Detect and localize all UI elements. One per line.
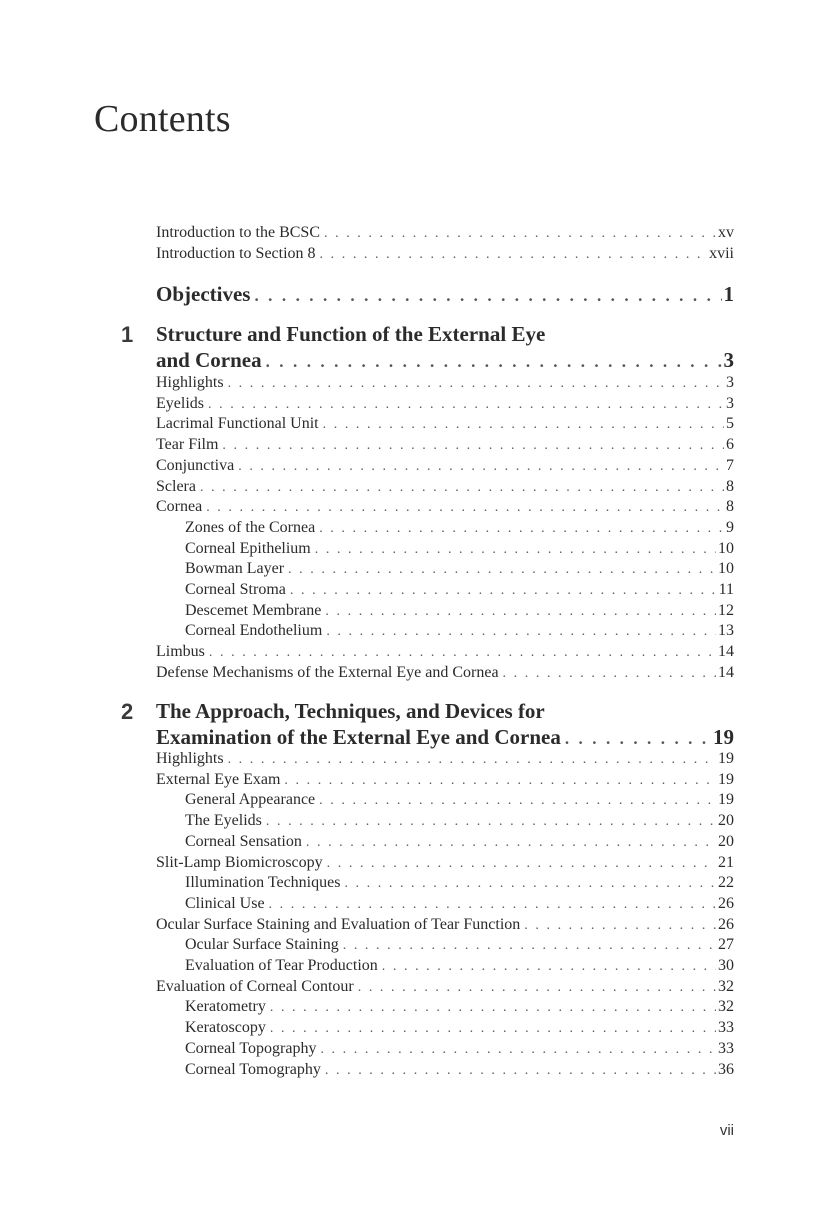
toc-entry-page: 6 (726, 436, 734, 453)
dot-leader (200, 478, 724, 498)
toc-entry-page: 14 (718, 643, 734, 660)
toc-entry-page: 22 (718, 874, 734, 891)
toc-entry-label: Keratometry (185, 998, 266, 1015)
dot-leader (266, 812, 716, 832)
toc-entry-page: 19 (718, 771, 734, 788)
toc-entry-label: Bowman Layer (185, 560, 285, 577)
chapter-title[interactable]: The Approach, Techniques, and Devices for (156, 699, 545, 723)
dot-leader (325, 1061, 716, 1081)
toc-entry-page: 13 (718, 622, 734, 639)
toc-entry-label: Cornea (156, 498, 203, 515)
dot-leader (358, 978, 716, 998)
dot-leader (326, 622, 716, 642)
toc-entry-label: General Appearance (185, 791, 316, 808)
toc-entry-page: 11 (718, 581, 734, 598)
toc-entry[interactable] (156, 642, 734, 663)
dot-leader (290, 581, 717, 601)
toc-entry-label: Corneal Topography (185, 1040, 317, 1057)
dot-leader (320, 1040, 716, 1060)
dot-leader (206, 498, 724, 518)
dot-leader (222, 436, 724, 456)
toc-entry-page: 10 (718, 540, 734, 557)
toc-entry-label: External Eye Exam (156, 771, 281, 788)
page-title: Contents (94, 98, 231, 140)
toc-entry-label: Clinical Use (185, 895, 265, 912)
dot-leader (228, 750, 716, 770)
toc-entry-page: 8 (726, 478, 734, 495)
toc-entry-label: Tear Film (156, 436, 219, 453)
toc-subentry[interactable] (185, 580, 734, 601)
dot-leader (315, 540, 716, 560)
toc-entry-page: 30 (718, 957, 734, 974)
toc-entry-page: 14 (718, 664, 734, 681)
chapter-title-continued[interactable] (156, 725, 734, 751)
dot-leader (269, 895, 716, 915)
chapter-title-continued[interactable] (156, 348, 734, 374)
toc-entry-label: and Cornea (156, 348, 262, 372)
toc-entry-label: Corneal Epithelium (185, 540, 311, 557)
toc-entry-page: 26 (718, 895, 734, 912)
toc-entry-label: Defense Mechanisms of the External Eye and Cornea (156, 664, 499, 681)
dot-leader (382, 957, 716, 977)
toc-entry[interactable] (156, 414, 734, 435)
dot-leader (323, 415, 724, 435)
toc-entry-label: Corneal Tomography (185, 1061, 321, 1078)
toc-entry[interactable] (156, 977, 734, 998)
toc-entry[interactable] (156, 456, 734, 477)
dot-leader (270, 998, 716, 1018)
toc-entry-page: 3 (723, 348, 734, 372)
toc-entry-label: Keratoscopy (185, 1019, 266, 1036)
toc-entry-label: Introduction to the BCSC (156, 224, 320, 241)
toc-entry-page: 20 (718, 833, 734, 850)
dot-leader (565, 727, 711, 751)
toc-entry-page: 19 (713, 725, 734, 749)
toc-entry-page: 27 (718, 936, 734, 953)
toc-subentry[interactable] (185, 811, 734, 832)
chapter-number: 1 (121, 322, 134, 347)
toc-entry-page: 7 (726, 457, 734, 474)
toc-entry-page: 1 (723, 282, 734, 306)
dot-leader (266, 350, 722, 374)
toc-entry-label: Eyelids (156, 395, 204, 412)
toc-entry-front-matter[interactable] (156, 244, 734, 265)
toc-entry-label: Illumination Techniques (185, 874, 341, 891)
toc-entry-page: 8 (726, 498, 734, 515)
toc-subentry[interactable] (185, 832, 734, 853)
toc-entry-page: 20 (718, 812, 734, 829)
dot-leader (319, 519, 724, 539)
dot-leader (524, 916, 716, 936)
toc-entry-label: Lacrimal Functional Unit (156, 415, 319, 432)
toc-entry-label: Highlights (156, 374, 224, 391)
toc-entry[interactable] (156, 915, 734, 936)
dot-leader (325, 602, 716, 622)
toc-entry-page: 33 (718, 1019, 734, 1036)
toc-entry-front-matter[interactable] (156, 223, 734, 244)
toc-entry-page: xv (718, 224, 734, 241)
toc-entry-page: 5 (726, 415, 734, 432)
toc-entry-label: Objectives (156, 282, 251, 306)
toc-entry[interactable] (156, 853, 734, 874)
toc-subentry[interactable] (185, 873, 734, 894)
toc-entry[interactable] (156, 477, 734, 498)
toc-subentry[interactable] (185, 539, 734, 560)
toc-entry[interactable] (156, 373, 734, 394)
dot-leader (319, 791, 716, 811)
dot-leader (503, 664, 716, 684)
toc-entry-page: 32 (718, 998, 734, 1015)
dot-leader (209, 643, 716, 663)
toc-entry-label: Descemet Membrane (185, 602, 322, 619)
toc-entry-page: 32 (718, 978, 734, 995)
dot-leader (270, 1019, 716, 1039)
dot-leader (320, 245, 708, 265)
toc-entry-label: Sclera (156, 478, 196, 495)
dot-leader (288, 560, 716, 580)
toc-entry-page: 21 (718, 854, 734, 871)
toc-entry-objectives[interactable] (156, 282, 734, 308)
toc-entry-page: 26 (718, 916, 734, 933)
toc-entry-page: 3 (726, 395, 734, 412)
toc-subentry[interactable] (185, 621, 734, 642)
toc-entry-label: Evaluation of Tear Production (185, 957, 378, 974)
toc-entry[interactable] (156, 394, 734, 415)
toc-subentry[interactable] (185, 518, 734, 539)
toc-entry-label: Limbus (156, 643, 205, 660)
dot-leader (343, 936, 716, 956)
chapter-title[interactable]: Structure and Function of the External Eye (156, 322, 546, 346)
toc-subentry[interactable] (185, 894, 734, 915)
toc-entry-label: Conjunctiva (156, 457, 235, 474)
toc-entry[interactable] (156, 435, 734, 456)
dot-leader (306, 833, 716, 853)
toc-subentry[interactable] (185, 601, 734, 622)
toc-entry[interactable] (156, 663, 734, 684)
toc-entry[interactable] (156, 497, 734, 518)
toc-subentry[interactable] (185, 1018, 734, 1039)
toc-entry-label: Introduction to Section 8 (156, 245, 316, 262)
dot-leader (238, 457, 724, 477)
toc-entry-label: Slit-Lamp Biomicroscopy (156, 854, 323, 871)
toc-subentry[interactable] (185, 956, 734, 977)
toc-subentry[interactable] (185, 559, 734, 580)
toc-subentry[interactable] (185, 1039, 734, 1060)
toc-entry-page: 36 (718, 1061, 734, 1078)
toc-entry-label: Zones of the Cornea (185, 519, 316, 536)
toc-entry-page: xvii (709, 245, 734, 262)
toc-subentry[interactable] (185, 935, 734, 956)
page-number-folio: vii (719, 1122, 734, 1139)
dot-leader (327, 854, 716, 874)
dot-leader (324, 224, 716, 244)
toc-entry-label: Corneal Stroma (185, 581, 286, 598)
toc-entry-label: Ocular Surface Staining and Evaluation of Tear Function (156, 916, 521, 933)
toc-entry[interactable] (156, 770, 734, 791)
toc-entry-label: Corneal Endothelium (185, 622, 323, 639)
toc-entry-page: 10 (718, 560, 734, 577)
toc-entry-label: Ocular Surface Staining (185, 936, 339, 953)
dot-leader (228, 374, 724, 394)
chapter-number: 2 (121, 699, 134, 724)
toc-entry-label: Examination of the External Eye and Cornea (156, 725, 561, 749)
toc-entry-page: 12 (718, 602, 734, 619)
toc-entry-page: 3 (726, 374, 734, 391)
dot-leader (208, 395, 724, 415)
dot-leader (284, 771, 716, 791)
toc-entry-page: 33 (718, 1040, 734, 1057)
toc-entry-page: 19 (718, 791, 734, 808)
dot-leader (344, 874, 716, 894)
toc-subentry[interactable] (185, 790, 734, 811)
toc-subentry[interactable] (185, 997, 734, 1018)
toc-entry-page: 9 (726, 519, 734, 536)
toc-entry-label: The Eyelids (185, 812, 262, 829)
dot-leader (254, 284, 721, 308)
toc-subentry[interactable] (185, 1060, 734, 1081)
toc-entry-label: Corneal Sensation (185, 833, 302, 850)
toc-entry-page: 19 (718, 750, 734, 767)
toc-entry[interactable] (156, 749, 734, 770)
toc-entry-label: Evaluation of Corneal Contour (156, 978, 354, 995)
toc-entry-label: Highlights (156, 750, 224, 767)
